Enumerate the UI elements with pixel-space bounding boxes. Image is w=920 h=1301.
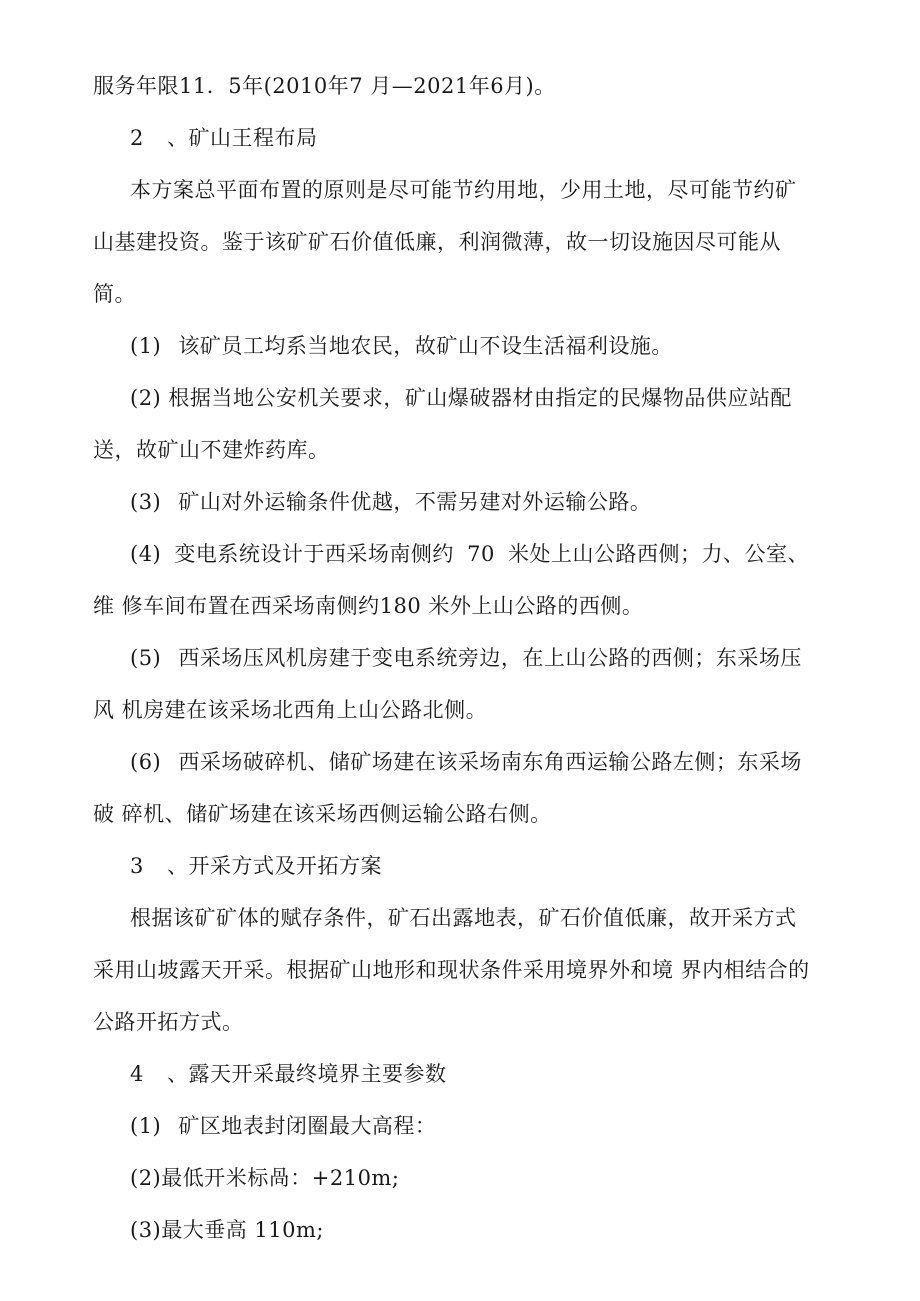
list-item-param-1: (1) 矿区地表封闭圈最大高程： bbox=[130, 1114, 437, 1138]
text-line: 简。 bbox=[93, 282, 136, 306]
list-item-4: (4) 变电系统设计于西采场南侧约 70 米处上山公路西侧；力、公室、 bbox=[130, 542, 809, 566]
list-item-param-3: (3)最大垂高 110m; bbox=[130, 1218, 324, 1242]
text-line: 公路开拓方式。 bbox=[93, 1010, 244, 1034]
text-line: 山基建投资。鉴于该矿矿石价值低廉，利润微薄，故一切设施因尽可能从 bbox=[93, 230, 781, 254]
heading-section-2: 2 、矿山王程布局 bbox=[130, 126, 318, 150]
list-item-1: (1) 该矿员工均系当地农民，故矿山不设生活福利设施。 bbox=[130, 334, 673, 358]
text-line: 采用山坡露天开采。根据矿山地形和现状条件采用境界外和境 界内相结合的 bbox=[93, 958, 810, 982]
heading-section-3: 3 、开采方式及开拓方案 bbox=[130, 854, 383, 878]
text-line: 维 修车间布置在西采场南侧约180 米外上山公路的西侧。 bbox=[93, 594, 644, 618]
text-line: 根据该矿矿体的赋存条件，矿石出露地表，矿石价值低廉，故开采方式 bbox=[130, 906, 797, 930]
text-line: 风 机房建在该采场北西角上山公路北侧。 bbox=[93, 698, 488, 722]
text-line: 破 碎机、储矿场建在该采场西侧运输公路右侧。 bbox=[93, 802, 552, 826]
heading-section-4: 4 、露天开采最终境界主要参数 bbox=[130, 1062, 447, 1086]
list-item-6: (6) 西采场破碎机、储矿场建在该采场南东角西运输公路左侧；东采场 bbox=[130, 750, 802, 774]
list-item-5: (5) 西采场压风机房建于变电系统旁边，在上山公路的西侧；东采场压 bbox=[130, 646, 802, 670]
text-line-service-years: 服务年限11．5年(2010年7 月—2021年6月)。 bbox=[93, 74, 556, 98]
text-line: 本方案总平面布置的原则是尽可能节约用地，少用土地，尽可能节约矿 bbox=[130, 178, 797, 202]
list-item-3: (3) 矿山对外运输条件优越，不需另建对外运输公路。 bbox=[130, 490, 652, 514]
list-item-2: (2) 根据当地公安机关要求，矿山爆破器材由指定的民爆物品供应站配 bbox=[130, 386, 792, 410]
text-line: 送，故矿山不建炸药库。 bbox=[93, 438, 330, 462]
list-item-param-2: (2)最低开米标咼：+210m; bbox=[130, 1166, 400, 1190]
